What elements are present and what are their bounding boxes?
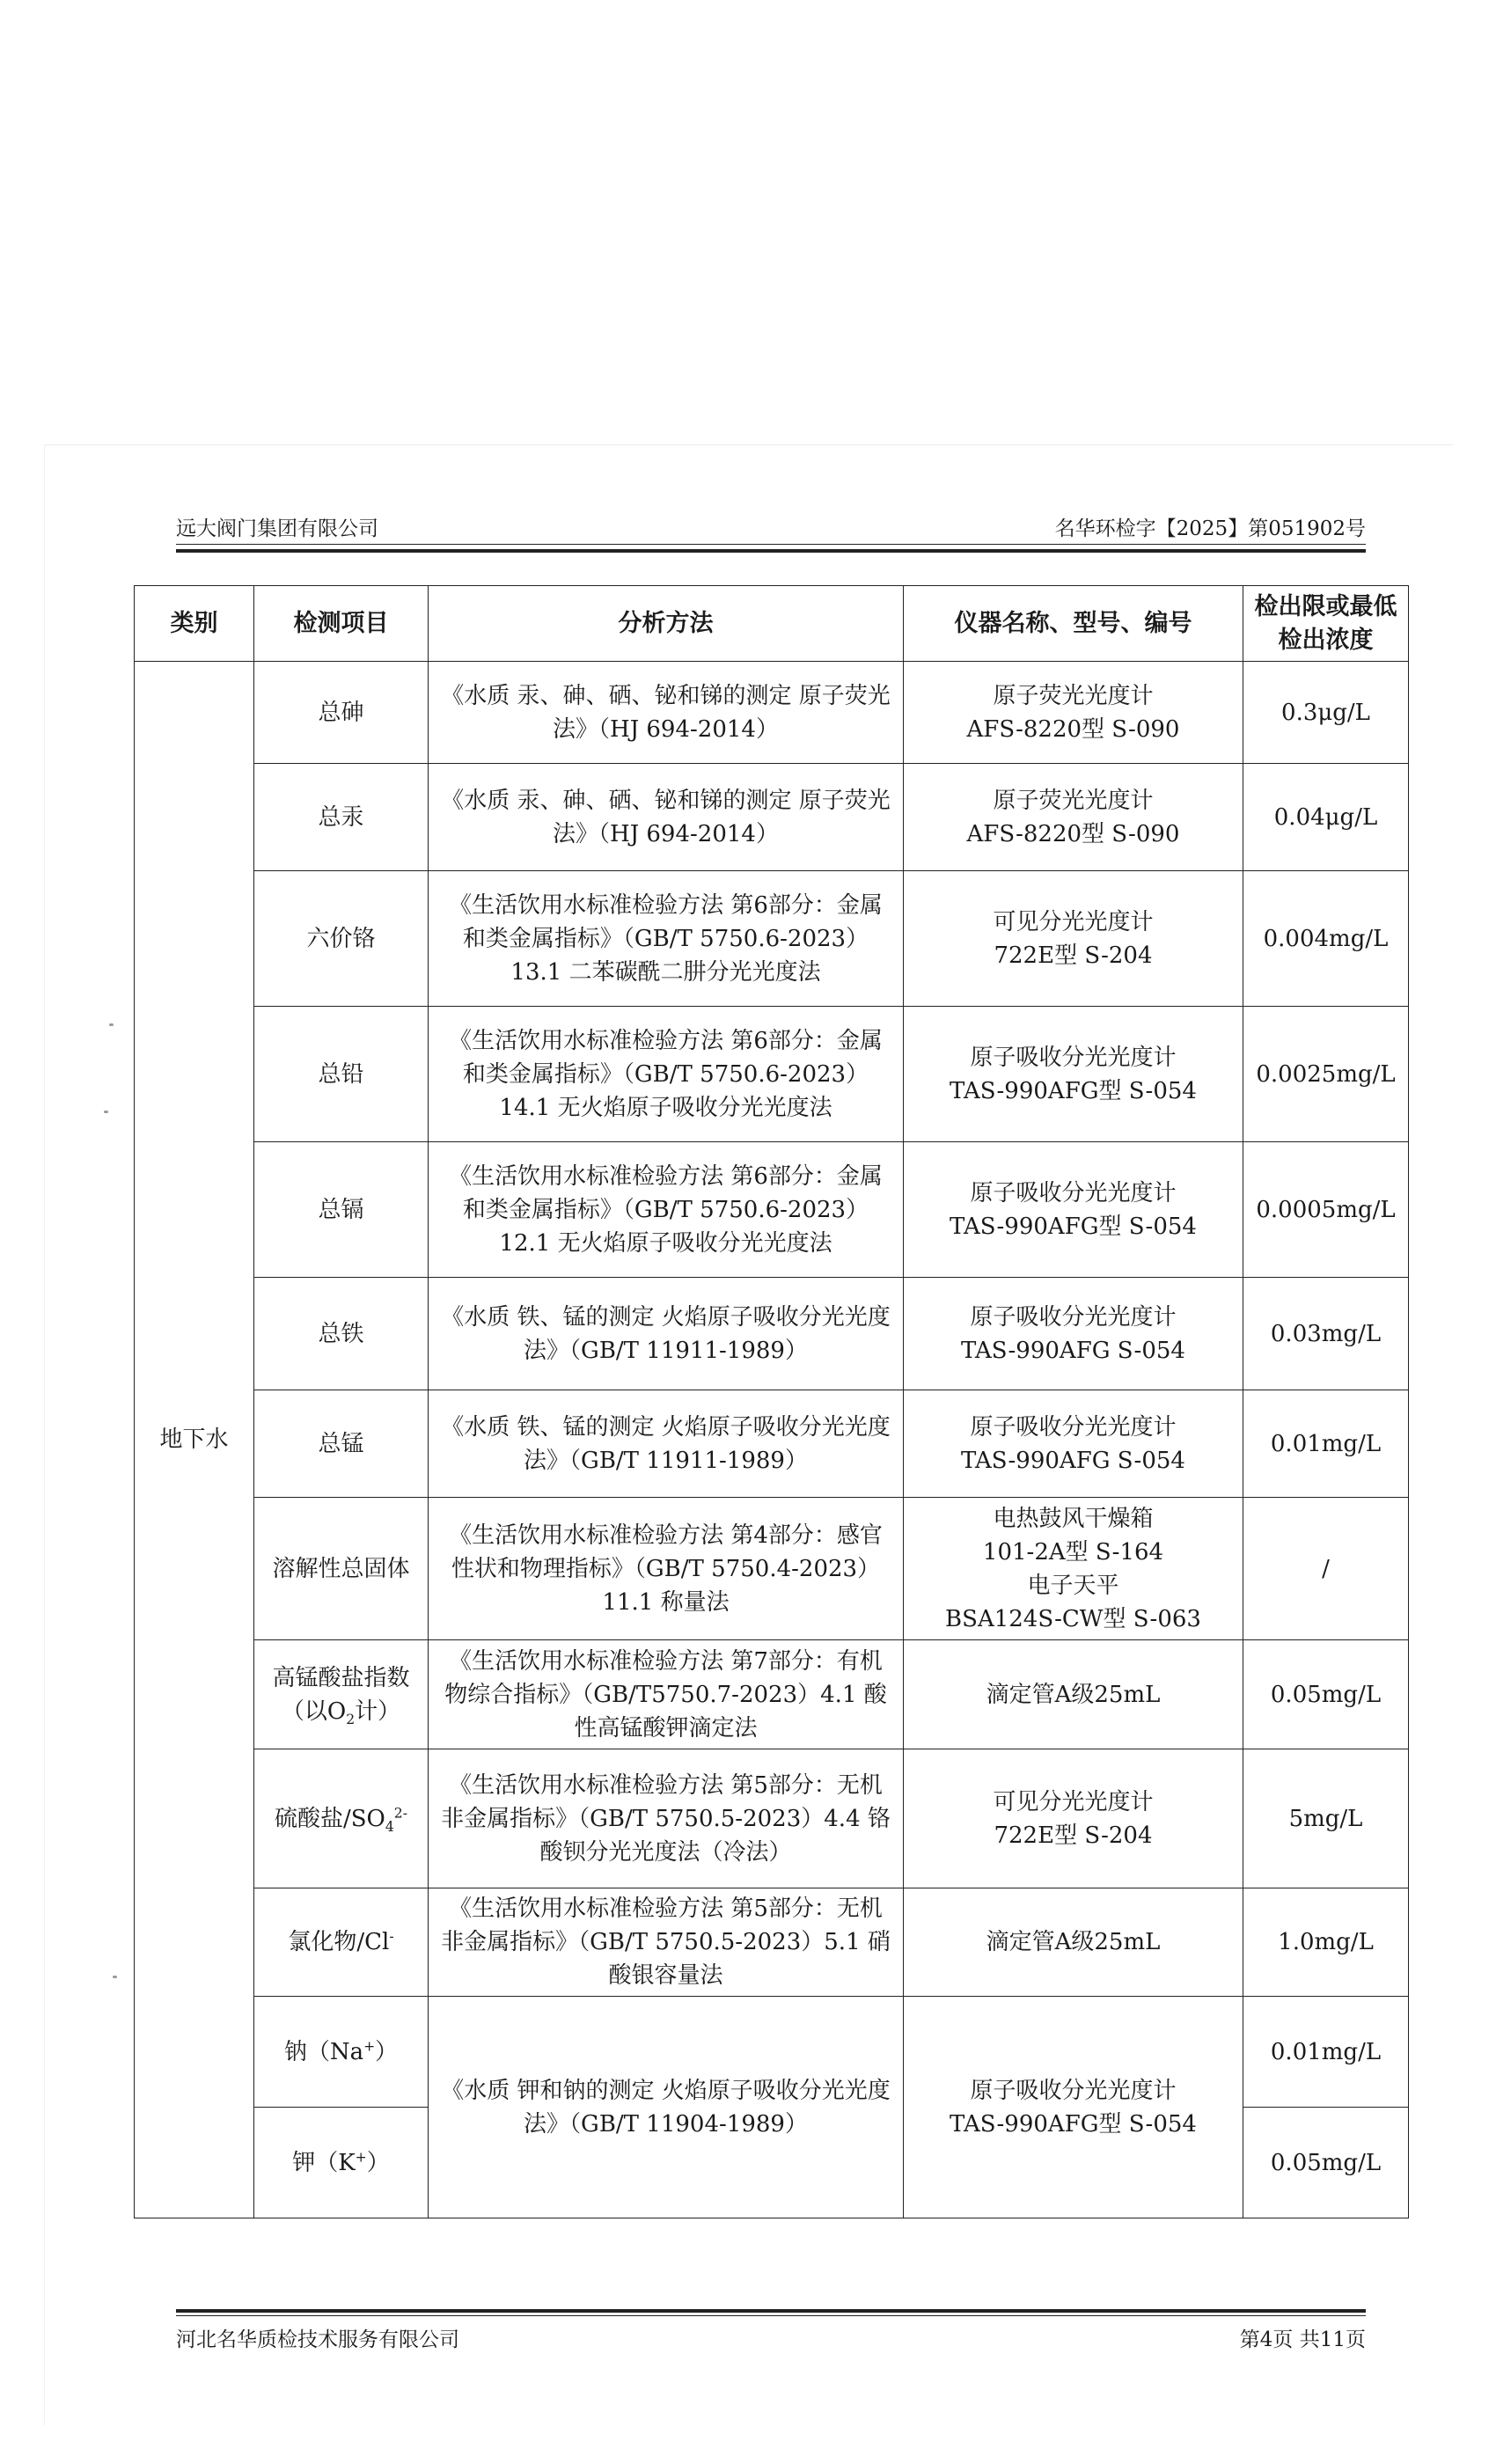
instrument-line: AFS-8220型 S-090 xyxy=(966,715,1180,743)
method-cell: 《生活饮用水标准检验方法 第6部分：金属和类金属指标》（GB/T 5750.6-2023）14.1 无火焰原子吸收分光光度法 xyxy=(429,1007,904,1142)
instrument-line: TAS-990AFG型 S-054 xyxy=(950,1213,1197,1240)
instrument-line: TAS-990AFG S-054 xyxy=(961,1337,1185,1364)
table-row xyxy=(135,1142,1409,1278)
instrument-cell xyxy=(904,764,1243,871)
instrument-line: 722E型 S-204 xyxy=(994,1822,1153,1849)
page-number: 第4页 共11页 xyxy=(1239,2328,1366,2351)
table-row xyxy=(135,1749,1409,1888)
instrument-line: 原子吸收分光光度计 xyxy=(970,1303,1177,1331)
header-rule-thick xyxy=(176,549,1366,553)
method-cell: 《生活饮用水标准检验方法 第6部分：金属和类金属指标》（GB/T 5750.6-2023）12.1 无火焰原子吸收分光光度法 xyxy=(429,1142,904,1278)
instrument-line: 可见分光光度计 xyxy=(993,1788,1154,1815)
instrument-line: 滴定管A级25mL xyxy=(986,1929,1161,1955)
method-cell: 《水质 铁、锰的测定 火焰原子吸收分光光度法》（GB/T 11911-1989） xyxy=(429,1278,904,1390)
limit-cell: 0.004mg/L xyxy=(1243,871,1409,1007)
column-header-category: 类别 xyxy=(135,586,254,662)
scan-speck xyxy=(109,1023,114,1026)
instrument-line: 原子吸收分光光度计 xyxy=(970,1413,1177,1441)
instrument-line: 101-2A型 S-164 xyxy=(982,1538,1164,1566)
item-cell: 溶解性总固体 xyxy=(254,1498,429,1640)
instrument-cell xyxy=(904,662,1243,764)
instrument-line: 722E型 S-204 xyxy=(994,942,1153,969)
instrument-line: TAS-990AFG型 S-054 xyxy=(950,2110,1197,2138)
method-cell: 《水质 汞、砷、硒、铋和锑的测定 原子荧光法》（HJ 694-2014） xyxy=(429,764,904,871)
item-cell: 总锰 xyxy=(254,1390,429,1498)
instrument-cell xyxy=(904,871,1243,1007)
page-footer xyxy=(176,2323,1366,2352)
item-cell: 总汞 xyxy=(254,764,429,871)
limit-cell: 0.0005mg/L xyxy=(1243,1142,1409,1278)
method-cell: 《生活饮用水标准检验方法 第7部分：有机物综合指标》（GB/T5750.7-2023）4.1 酸性高锰酸钾滴定法 xyxy=(429,1640,904,1749)
table-row xyxy=(135,662,1409,764)
limit-cell: 0.0025mg/L xyxy=(1243,1007,1409,1142)
limit-cell: / xyxy=(1243,1498,1409,1640)
item-cell: 钠（Na+） xyxy=(254,1997,429,2108)
instrument-line: 原子荧光光度计 xyxy=(993,682,1154,709)
instrument-line: 滴定管A级25mL xyxy=(986,1681,1161,1708)
instrument-cell xyxy=(904,1278,1243,1390)
test-method-table xyxy=(134,585,1409,2218)
column-header-item: 检测项目 xyxy=(254,586,429,662)
table-row xyxy=(135,1007,1409,1142)
limit-cell: 0.05mg/L xyxy=(1243,1640,1409,1749)
item-cell: 氯化物/Cl- xyxy=(254,1888,429,1997)
item-cell: 总铁 xyxy=(254,1278,429,1390)
item-cell: 六价铬 xyxy=(254,871,429,1007)
column-header-detection-limit: 检出限或最低检出浓度 xyxy=(1243,586,1409,662)
category-cell: 地下水 xyxy=(135,662,254,2218)
scan-speck xyxy=(104,1111,108,1113)
footer-rule-thick xyxy=(176,2309,1366,2313)
page-header xyxy=(176,512,1366,541)
instrument-cell xyxy=(904,1888,1243,1997)
limit-cell: 0.04μg/L xyxy=(1243,764,1409,871)
footer-rule xyxy=(176,2315,1366,2316)
instrument-cell xyxy=(904,1749,1243,1888)
instrument-line: 电热鼓风干燥箱 xyxy=(993,1505,1154,1532)
limit-cell: 0.3μg/L xyxy=(1243,662,1409,764)
method-cell: 《水质 汞、砷、硒、铋和锑的测定 原子荧光法》（HJ 694-2014） xyxy=(429,662,904,764)
table-row xyxy=(135,1390,1409,1498)
column-header-instrument: 仪器名称、型号、编号 xyxy=(904,586,1243,662)
limit-cell: 0.01mg/L xyxy=(1243,1997,1409,2108)
limit-cell: 1.0mg/L xyxy=(1243,1888,1409,1997)
instrument-cell xyxy=(904,1390,1243,1498)
scan-speck xyxy=(113,1976,117,1978)
header-company: 远大阀门集团有限公司 xyxy=(176,517,378,540)
limit-cell: 5mg/L xyxy=(1243,1749,1409,1888)
column-header-method: 分析方法 xyxy=(429,586,904,662)
instrument-line: BSA124S-CW型 S-063 xyxy=(945,1605,1201,1632)
table-row xyxy=(135,1888,1409,1997)
instrument-line: TAS-990AFG型 S-054 xyxy=(950,1077,1197,1104)
header-rule xyxy=(176,544,1366,545)
item-cell: 总铅 xyxy=(254,1007,429,1142)
table-row xyxy=(135,764,1409,871)
method-cell: 《生活饮用水标准检验方法 第5部分：无机非金属指标》（GB/T 5750.5-2023）5.1 硝酸银容量法 xyxy=(429,1888,904,1997)
table-row xyxy=(135,871,1409,1007)
instrument-line: 原子吸收分光光度计 xyxy=(970,2077,1177,2104)
instrument-cell xyxy=(904,1142,1243,1278)
table-row xyxy=(135,1640,1409,1749)
table-row xyxy=(135,1997,1409,2108)
table-header-row xyxy=(135,586,1409,662)
item-cell: 高锰酸盐指数（以$O_2$计） xyxy=(254,1640,429,1749)
instrument-line: 可见分光光度计 xyxy=(993,908,1154,935)
method-cell: 《水质 铁、锰的测定 火焰原子吸收分光光度法》（GB/T 11911-1989） xyxy=(429,1390,904,1498)
instrument-line: AFS-8220型 S-090 xyxy=(966,820,1180,847)
limit-cell: 0.03mg/L xyxy=(1243,1278,1409,1390)
method-cell: 《水质 钾和钠的测定 火焰原子吸收分光光度法》（GB/T 11904-1989） xyxy=(429,1997,904,2218)
instrument-cell xyxy=(904,1997,1243,2218)
instrument-line: 原子吸收分光光度计 xyxy=(970,1044,1177,1071)
item-cell: 钾（K+） xyxy=(254,2108,429,2218)
method-cell: 《生活饮用水标准检验方法 第6部分：金属和类金属指标》（GB/T 5750.6-2023）13.1 二苯碳酰二肼分光光度法 xyxy=(429,871,904,1007)
instrument-cell xyxy=(904,1640,1243,1749)
table-row xyxy=(135,1498,1409,1640)
instrument-line: 原子荧光光度计 xyxy=(993,787,1154,814)
instrument-cell xyxy=(904,1498,1243,1640)
item-cell: 总镉 xyxy=(254,1142,429,1278)
instrument-line: TAS-990AFG S-054 xyxy=(961,1447,1185,1474)
item-cell: 硫酸盐$/SO_4^{2-}$ xyxy=(254,1749,429,1888)
item-cell: 总砷 xyxy=(254,662,429,764)
instrument-line: 原子吸收分光光度计 xyxy=(970,1179,1177,1206)
table-row xyxy=(135,1278,1409,1390)
limit-cell: 0.05mg/L xyxy=(1243,2108,1409,2218)
header-report-number: 名华环检字【2025】第051902号 xyxy=(1054,517,1366,540)
limit-cell: 0.01mg/L xyxy=(1243,1390,1409,1498)
method-cell: 《生活饮用水标准检验方法 第5部分：无机非金属指标》（GB/T 5750.5-2023）4.4 铬酸钡分光光度法（冷法） xyxy=(429,1749,904,1888)
instrument-cell xyxy=(904,1007,1243,1142)
instrument-line: 电子天平 xyxy=(1027,1572,1119,1599)
footer-company: 河北名华质检技术服务有限公司 xyxy=(176,2328,459,2351)
method-cell: 《生活饮用水标准检验方法 第4部分：感官性状和物理指标》（GB/T 5750.4-2023）11.1 称量法 xyxy=(429,1498,904,1640)
